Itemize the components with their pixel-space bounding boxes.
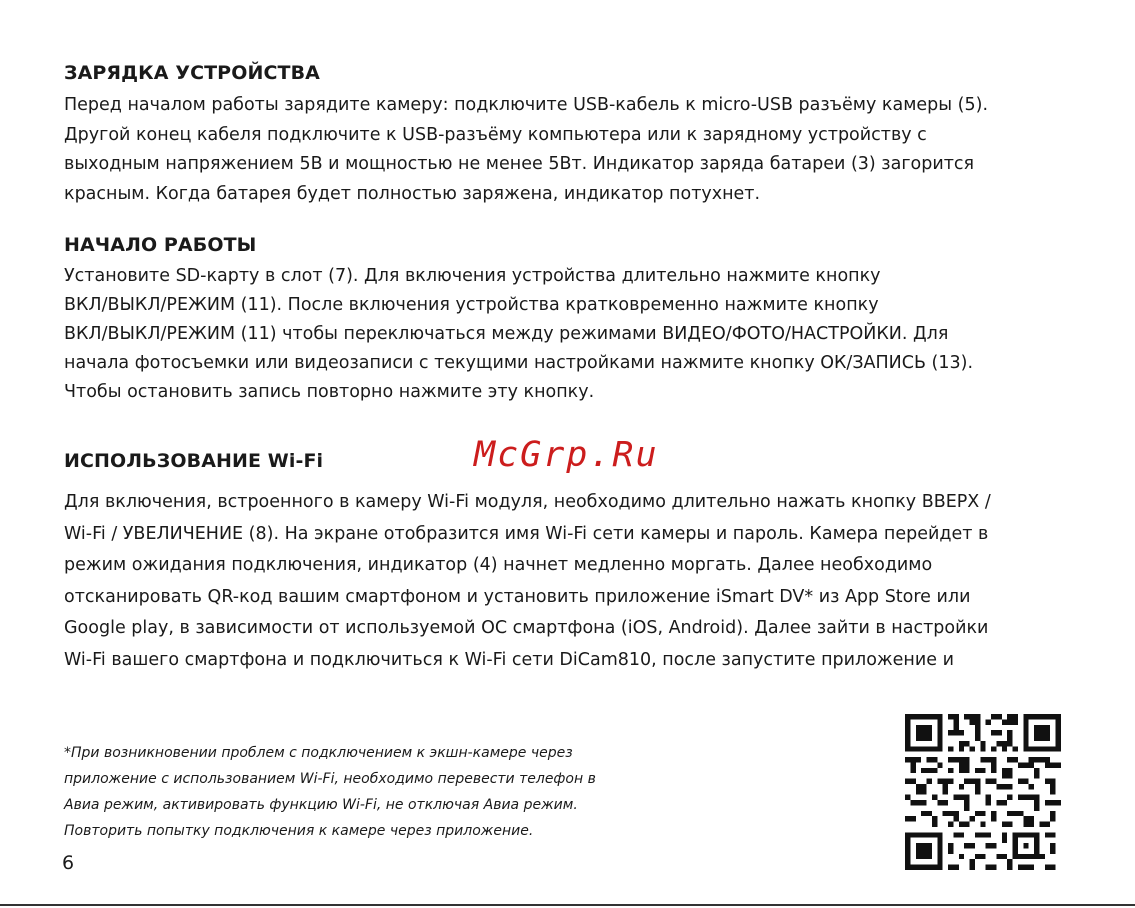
paragraph-line: Перед началом работы зарядите камеру: подключите USB-кабель к micro-USB разъёму камеры (5). <box>64 95 989 115</box>
qr-code-icon[interactable] <box>905 714 1061 870</box>
paragraph-line: начала фотосъемки или видеозаписи с текущими настройками нажмите кнопку ОК/ЗАПИСЬ (13). <box>64 353 974 373</box>
paragraph-getting-started <box>64 262 973 407</box>
heading-charging: ЗАРЯДКА УСТРОЙСТВА <box>64 62 320 84</box>
paragraph-line: Wi-Fi вашего смартфона и подключиться к Wi-Fi сети DiCam810, после запустите приложение и <box>64 649 954 670</box>
paragraph-line: красным. Когда батарея будет полностью заряжена, индикатор потухнет. <box>64 183 761 204</box>
paragraph-line: Чтобы остановить запись повторно нажмите эту кнопку. <box>64 382 595 402</box>
footnote-line: Авиа режим, активировать функцию Wi-Fi, не отключая Авиа режим. <box>64 797 578 813</box>
page-number: 6 <box>62 852 75 874</box>
footnote-line: приложение с использованием Wi-Fi, необходимо перевести телефон в <box>64 771 596 787</box>
paragraph-line: Google play, в зависимости от используемой ОС смартфона (iOS, Android). Далее зайти в настройки <box>64 618 989 639</box>
paragraph-line: ВКЛ/ВЫКЛ/РЕЖИМ (11). После включения устройства кратковременно нажмите кнопку <box>64 295 879 315</box>
heading-getting-started: НАЧАЛО РАБОТЫ <box>64 234 257 256</box>
paragraph-line: Wi-Fi / УВЕЛИЧЕНИЕ (8). На экране отобразится имя Wi-Fi сети камеры и пароль. Камера перейдет в <box>64 523 989 544</box>
paragraph-line: отсканировать QR-код вашим смартфоном и установить приложение iSmart DV* из App Store или <box>64 586 971 607</box>
footnote-line: *При возникновении проблем с подключением к экшн-камере через <box>64 745 573 761</box>
paragraph-line: выходным напряжением 5В и мощностью не менее 5Вт. Индикатор заряда батареи (3) загорится <box>64 154 975 174</box>
paragraph-wifi <box>64 487 991 677</box>
paragraph-line: Установите SD-карту в слот (7). Для включения устройства длительно нажмите кнопку <box>64 266 881 286</box>
paragraph-line: режим ожидания подключения, индикатор (4) начнет медленно моргать. Далее необходимо <box>64 555 933 576</box>
footnote <box>64 740 596 844</box>
paragraph-charging <box>64 91 988 209</box>
heading-wifi: ИСПОЛЬЗОВАНИЕ Wi-Fi <box>64 450 324 472</box>
paragraph-line: Другой конец кабеля подключите к USB-разъёму компьютера или к зарядному устройству с <box>64 124 927 145</box>
footnote-line: Повторить попытку подключения к камере через приложение. <box>64 823 534 839</box>
paragraph-line: Для включения, встроенного в камеру Wi-Fi модуля, необходимо длительно нажать кнопку ВВЕРХ / <box>64 492 991 512</box>
bottom-divider <box>0 904 1135 906</box>
paragraph-line: ВКЛ/ВЫКЛ/РЕЖИМ (11) чтобы переключаться между режимами ВИДЕО/ФОТО/НАСТРОЙКИ. Для <box>64 324 949 344</box>
watermark-logo: McGrp.Ru <box>474 435 659 475</box>
